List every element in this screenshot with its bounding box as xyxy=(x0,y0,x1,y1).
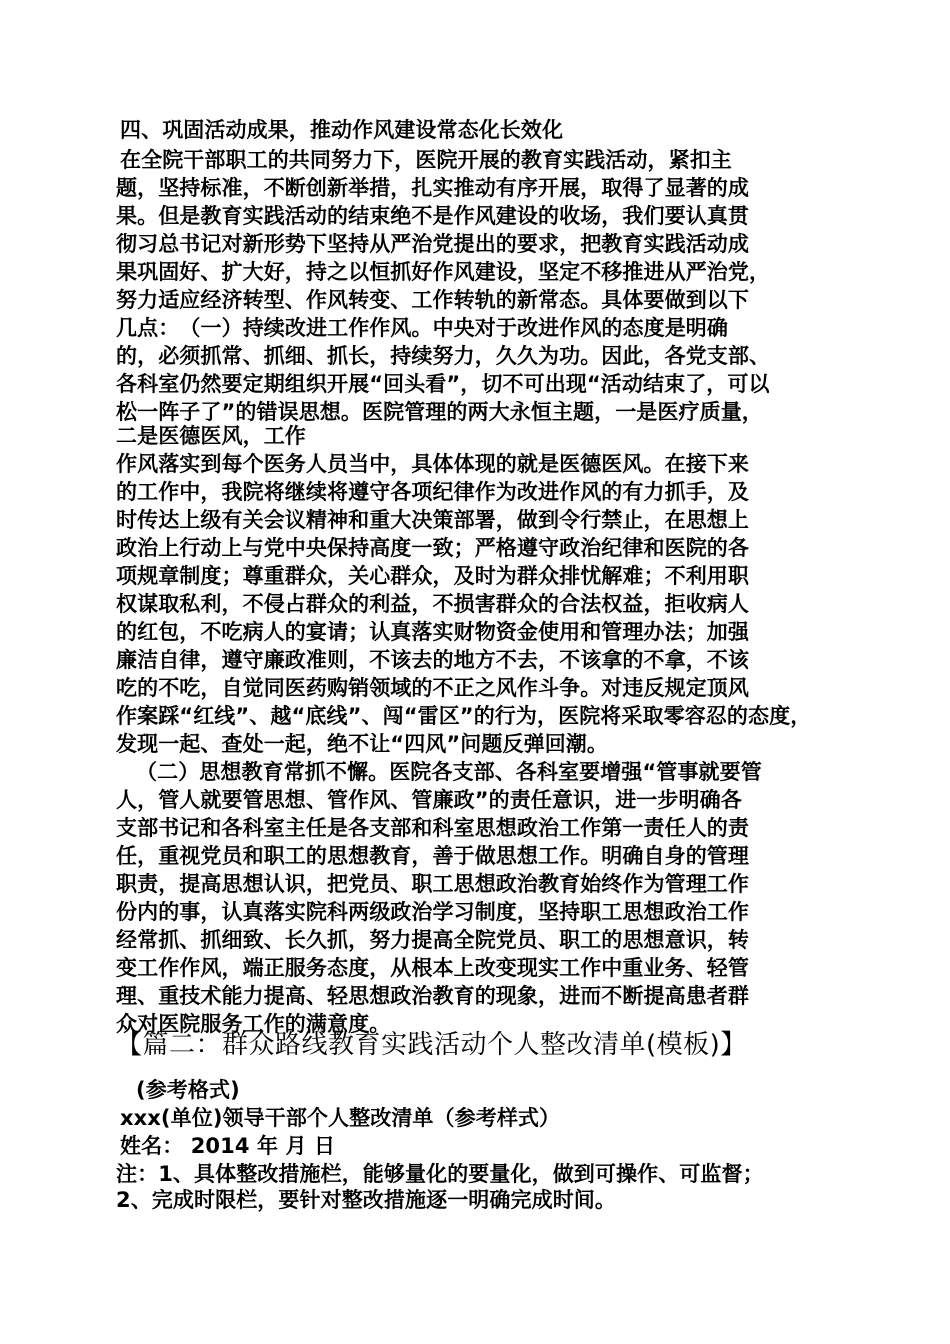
body-line: 项规章制度；尊重群众，关心群众，及时为群众排忧解难；不利用职 xyxy=(116,564,749,588)
section-heading-4: 四、巩固活动成果，推动作风建设常态化长效化 xyxy=(120,118,564,142)
body-line: 作风落实到每个医务人员当中，具体体现的就是医德医风。在接下来 xyxy=(116,452,749,476)
body-line: 的工作中，我院将继续将遵守各项纪律作为改进作风的有力抓手，及 xyxy=(116,480,749,504)
reference-format-label: (参考格式) xyxy=(136,1078,240,1102)
body-line: （二）思想教育常抓不懈。医院各支部、各科室要增强“管事就要管 xyxy=(136,760,762,784)
body-line: 的红包，不吃病人的宴请；认真落实财物资金使用和管理办法；加强 xyxy=(116,620,749,644)
body-line: 变工作作风，端正服务态度，从根本上改变现实工作中重业务、轻管 xyxy=(116,956,749,980)
note-line: 2、完成时限栏，要针对整改措施逐一明确完成时间。 xyxy=(116,1188,617,1212)
body-line: 松一阵子了”的错误思想。医院管理的两大永恒主题，一是医疗质量， xyxy=(116,400,763,424)
body-line: 理、重技术能力提高、轻思想政治教育的现象，进而不断提高患者群 xyxy=(116,984,749,1008)
body-line: 经常抓、抓细致、长久抓，努力提高全院党员、职工的思想意识，转 xyxy=(116,928,749,952)
body-line: 二是医德医风，工作 xyxy=(116,424,306,448)
body-line: 任，重视党员和职工的思想教育，善于做思想工作。明确自身的管理 xyxy=(116,844,749,868)
body-line: 份内的事，认真落实院科两级政治学习制度，坚持职工思想政治工作 xyxy=(116,900,749,924)
body-line: 发现一起、查处一起，绝不让“四风”问题反弹回潮。 xyxy=(116,732,609,756)
body-line: 果。但是教育实践活动的结束绝不是作风建设的收场，我们要认真贯 xyxy=(116,204,749,228)
body-line: 果巩固好、扩大好，持之以恒抓好作风建设，坚定不移推进从严治党， xyxy=(116,260,771,284)
section-title: 【篇二：群众路线教育实践活动个人整改清单(模板)】 xyxy=(116,1030,747,1060)
note-line: 注：1、具体整改措施栏，能够量化的要量化，做到可操作、可监督； xyxy=(116,1162,764,1186)
body-line: 职责，提高思想认识，把党员、职工思想政治教育始终作为管理工作 xyxy=(116,872,749,896)
body-line: 支部书记和各科室主任是各支部和科室思想政治工作第一责任人的责 xyxy=(116,816,749,840)
list-title: xxx(单位)领导干部个人整改清单（参考样式） xyxy=(120,1106,561,1130)
body-line: 努力适应经济转型、作风转变、工作转轨的新常态。具体要做到以下 xyxy=(116,288,749,312)
body-line: 题，坚持标准，不断创新举措，扎实推动有序开展，取得了显著的成 xyxy=(116,176,749,200)
body-line: 几点： （一）持续改进工作作风。中央对于改进作风的态度是明确 xyxy=(116,316,728,340)
body-line: 人，管人就要管思想、管作风、管廉政”的责任意识，进一步明确各 xyxy=(116,788,742,812)
body-line: 各科室仍然要定期组织开展“回头看”，切不可出现“活动结束了，可以 xyxy=(116,372,770,396)
body-line: 廉洁自律，遵守廉政准则，不该去的地方不去，不该拿的不拿，不该 xyxy=(116,648,749,672)
body-line: 权谋取私利，不侵占群众的利益，不损害群众的合法权益，拒收病人 xyxy=(116,592,749,616)
name-date-line: 姓名： 2014 年 月 日 xyxy=(120,1134,336,1158)
body-line: 彻习总书记对新形势下坚持从严治党提出的要求，把教育实践活动成 xyxy=(116,232,749,256)
body-line: 众对医院服务工作的满意度。 xyxy=(116,1012,391,1036)
body-line: 吃的不吃，自觉同医药购销领域的不正之风作斗争。对违反规定顶风 xyxy=(116,676,749,700)
body-line: 政治上行动上与党中央保持高度一致；严格遵守政治纪律和医院的各 xyxy=(116,536,749,560)
body-line: 的，必须抓常、抓细、抓长，持续努力，久久为功。因此，各党支部、 xyxy=(116,344,771,368)
body-line: 时传达上级有关会议精神和重大决策部署，做到令行禁止，在思想上 xyxy=(116,508,749,532)
body-line: 作案踩“红线”、越“底线”、闯“雷区”的行为，医院将采取零容忍的态度， xyxy=(116,704,812,728)
body-line: 在全院干部职工的共同努力下，医院开展的教育实践活动，紧扣主 xyxy=(120,148,732,172)
